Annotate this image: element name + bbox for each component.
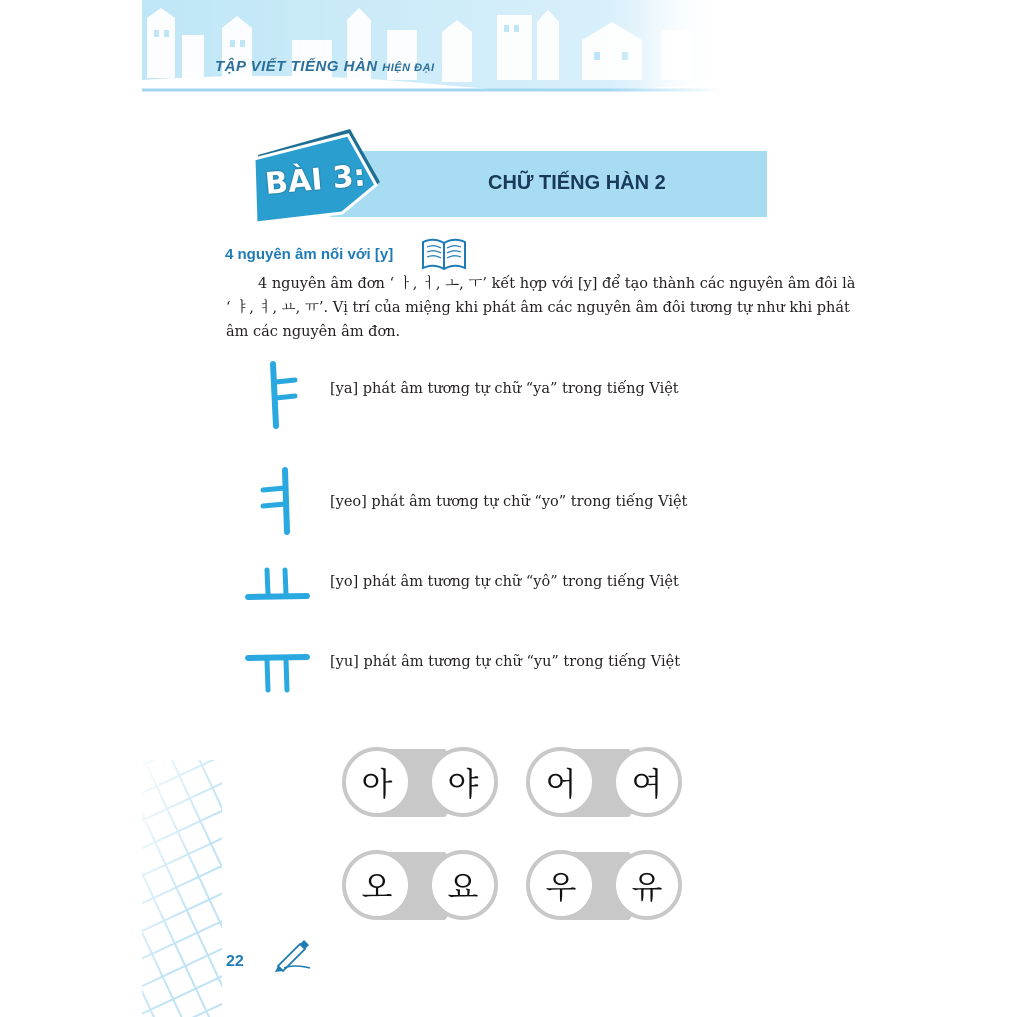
syllable-from: 오 [342,850,412,920]
pencil-icon [270,938,315,973]
grid-paper-decoration [142,760,222,1017]
vowel-yu-description: [yu] phát âm tương tự chữ “yu” trong tiếng Việt [330,654,681,670]
book-title-main: TẬP VIẾT TIẾNG HÀN [215,58,378,75]
vowel-yu-glyph [245,650,310,695]
syllable-from: 아 [342,747,412,817]
section-heading: 4 nguyên âm nối với [y] [225,246,394,263]
vowel-yeo-glyph [255,466,305,536]
syllable-to: 유 [612,850,682,920]
syllable-from: 우 [526,850,596,920]
vowel-yo-description: [yo] phát âm tương tự chữ “yô” trong tiếng Việt [330,574,679,590]
book-title [215,58,435,75]
open-book-icon [420,236,468,272]
syllable-pair [524,743,864,823]
syllable-from: 어 [526,747,596,817]
paragraph-line-2: ‘ ㅑ, ㅕ, ㅛ, ㅠ’. Vị trí của miệng khi phát âm các nguyên âm đôi tương tự như khi phát [226,300,850,316]
header-banner [142,0,722,100]
paragraph-line-3: âm các nguyên âm đơn. [226,324,401,340]
lesson-title: CHỮ TIẾNG HÀN 2 [488,172,666,194]
page-number: 22 [226,953,244,970]
syllable-to: 야 [428,747,498,817]
vowel-ya-glyph [255,360,305,430]
town-skyline-decoration [142,0,722,100]
vowel-yeo-description: [yeo] phát âm tương tự chữ “yo” trong tiếng Việt [330,494,688,510]
syllable-to: 요 [428,850,498,920]
lesson-number-badge: BÀI 3: [263,158,367,202]
book-title-sub: HIỆN ĐẠI [382,62,435,74]
syllable-pair [524,846,864,926]
vowel-ya-description: [ya] phát âm tương tự chữ “ya” trong tiếng Việt [330,381,679,397]
vowel-yo-glyph [245,566,310,606]
syllable-to: 여 [612,747,682,817]
paragraph-line-1: 4 nguyên âm đơn ‘ ㅏ, ㅓ, ㅗ, ㅜ’ kết hợp với [y] để tạo thành các nguyên âm đôi là [258,276,856,292]
